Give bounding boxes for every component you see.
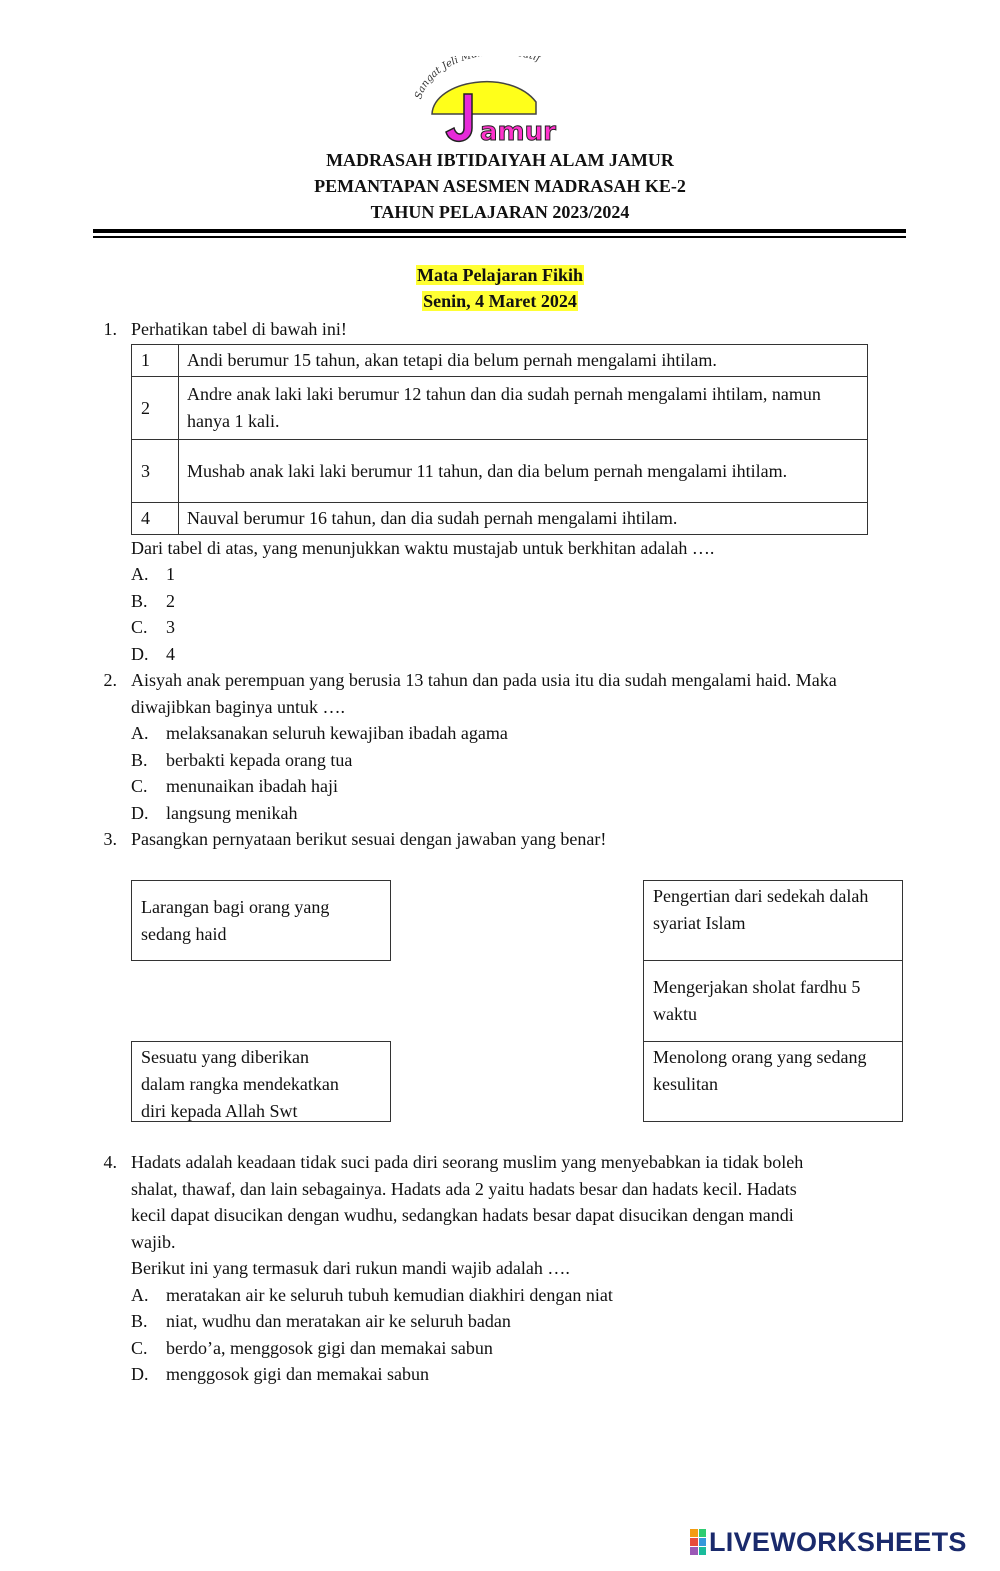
exam-title: PEMANTAPAN ASESMEN MADRASAH KE-2: [314, 176, 686, 196]
logo-graphic: [410, 56, 585, 150]
exam-date: Senin, 4 Maret 2024: [423, 291, 577, 311]
logo-wordmark-letters: amur: [480, 117, 556, 147]
q2-option-c: menunaikan ibadah haji: [166, 776, 338, 796]
match-left-1-line1: Larangan bagi orang yang: [141, 897, 330, 917]
table-cell-no: 3: [132, 440, 179, 503]
school-logo: [410, 56, 585, 150]
q3-number: 3.: [103, 829, 117, 849]
match-left-2-line3: diri kepada Allah Swt: [141, 1101, 298, 1121]
q2-option-c-letter: C.: [131, 776, 148, 796]
q4-para-line4: wajib.: [131, 1232, 176, 1252]
school-name: MADRASAH IBTIDAIYAH ALAM JAMUR: [326, 150, 674, 170]
q2-option-b-letter: B.: [131, 750, 148, 770]
academic-year: TAHUN PELAJARAN 2023/2024: [370, 202, 630, 222]
table-cell-no: 1: [132, 345, 179, 377]
subject-title: Mata Pelajaran Fikih: [417, 265, 583, 285]
q1-option-d-letter: D.: [131, 644, 149, 664]
table-row: [132, 377, 868, 440]
q2-option-d-letter: D.: [131, 803, 149, 823]
logo-tagline: Sangat Jeli M tif: [413, 56, 542, 101]
q4-option-d: menggosok gigi dan memakai sabun: [166, 1364, 429, 1384]
q4-question: Berikut ini yang termasuk dari rukun mandi wajib adalah ….: [131, 1258, 570, 1278]
match-right-box-3[interactable]: [643, 1041, 903, 1122]
q1-table: [131, 344, 868, 535]
header-divider-thick: [93, 229, 906, 233]
q1-option-a-letter: A.: [131, 564, 149, 584]
q1-number: 1.: [103, 319, 117, 339]
umbrella-shape: [432, 82, 536, 114]
q1-option-c: 3: [166, 617, 175, 637]
q1-option-b-letter: B.: [131, 591, 148, 611]
q1-option-a: 1: [166, 564, 175, 584]
q4-option-b: niat, wudhu dan meratakan air ke seluruh badan: [166, 1311, 511, 1331]
subject-line: [0, 265, 1000, 286]
q4-option-d-letter: D.: [131, 1364, 149, 1384]
table-cell-no: 4: [132, 503, 179, 535]
match-right-box-2[interactable]: [643, 960, 903, 1042]
table-row: [132, 345, 868, 377]
q1-question: Dari tabel di atas, yang menunjukkan waktu mustajab untuk berkhitan adalah ….: [131, 538, 715, 558]
match-right-3-line2: kesulitan: [653, 1074, 718, 1094]
match-right-2-line2: waktu: [653, 1004, 697, 1024]
q2-number: 2.: [103, 670, 117, 690]
q4-option-c: berdo’a, menggosok gigi dan memakai sabun: [166, 1338, 493, 1358]
q1-prompt: Perhatikan tabel di bawah ini!: [131, 319, 347, 339]
q2-option-b: berbakti kepada orang tua: [166, 750, 353, 770]
match-right-box-1[interactable]: [643, 880, 903, 961]
header-divider-thin: [93, 236, 906, 238]
match-right-3-line1: Menolong orang yang sedang: [653, 1047, 867, 1067]
table-row: [132, 503, 868, 535]
q2-text-line2: diwajibkan baginya untuk ….: [131, 697, 345, 717]
q4-option-a: meratakan air ke seluruh tubuh kemudian diakhiri dengan niat: [166, 1285, 613, 1305]
match-left-1-line2: sedang haid: [141, 924, 227, 944]
liveworksheets-wordmark: LIVEWORKSHEETS: [709, 1526, 967, 1557]
liveworksheets-icon: [690, 1529, 706, 1555]
q4-option-a-letter: A.: [131, 1285, 149, 1305]
q4-option-c-letter: C.: [131, 1338, 148, 1358]
table-cell-text: Mushab anak laki laki berumur 11 tahun, dan dia belum pernah mengalami ihtilam.: [179, 440, 868, 503]
liveworksheets-brand[interactable]: [690, 1525, 967, 1559]
match-right-1-line1: Pengertian dari sedekah dalah: [653, 886, 869, 906]
table-row: [132, 440, 868, 503]
q3-prompt: Pasangkan pernyataan berikut sesuai dengan jawaban yang benar!: [131, 829, 607, 849]
q1-option-c-letter: C.: [131, 617, 148, 637]
match-left-2-line1: Sesuatu yang diberikan: [141, 1047, 309, 1067]
q2-option-a-letter: A.: [131, 723, 149, 743]
match-left-2-line2: dalam rangka mendekatkan: [141, 1074, 339, 1094]
q2-option-a: melaksanakan seluruh kewajiban ibadah agama: [166, 723, 508, 743]
match-left-box-1[interactable]: [131, 880, 391, 961]
q4-para-line2: shalat, thawaf, dan lain sebagainya. Hadats ada 2 yaitu hadats besar dan hadats kecil. Hadats: [131, 1179, 797, 1199]
table-cell-text: Andi berumur 15 tahun, akan tetapi dia belum pernah mengalami ihtilam.: [179, 345, 868, 377]
date-line: [0, 291, 1000, 312]
q2-text-line1: Aisyah anak perempuan yang berusia 13 tahun dan pada usia itu dia sudah mengalami haid. Maka: [131, 670, 837, 690]
q1-option-d: 4: [166, 644, 175, 664]
table-cell-text: Nauval berumur 16 tahun, dan dia sudah pernah mengalami ihtilam.: [179, 503, 868, 535]
match-left-box-2[interactable]: [131, 1041, 391, 1122]
q2-option-d: langsung menikah: [166, 803, 298, 823]
q4-option-b-letter: B.: [131, 1311, 148, 1331]
match-right-2-line1: Mengerjakan sholat fardhu 5: [653, 977, 861, 997]
table-cell-no: 2: [132, 377, 179, 440]
q4-para-line1: Hadats adalah keadaan tidak suci pada diri seorang muslim yang menyebabkan ia tidak boleh: [131, 1152, 804, 1172]
q1-option-b: 2: [166, 591, 175, 611]
q4-number: 4.: [103, 1152, 117, 1172]
table-cell-text: Andre anak laki laki berumur 12 tahun dan dia sudah pernah mengalami ihtilam, namun hanya 1 kali.: [179, 377, 868, 440]
q4-para-line3: kecil dapat disucikan dengan wudhu, sedangkan hadats besar dapat disucikan dengan mandi: [131, 1205, 794, 1225]
match-right-1-line2: syariat Islam: [653, 913, 746, 933]
